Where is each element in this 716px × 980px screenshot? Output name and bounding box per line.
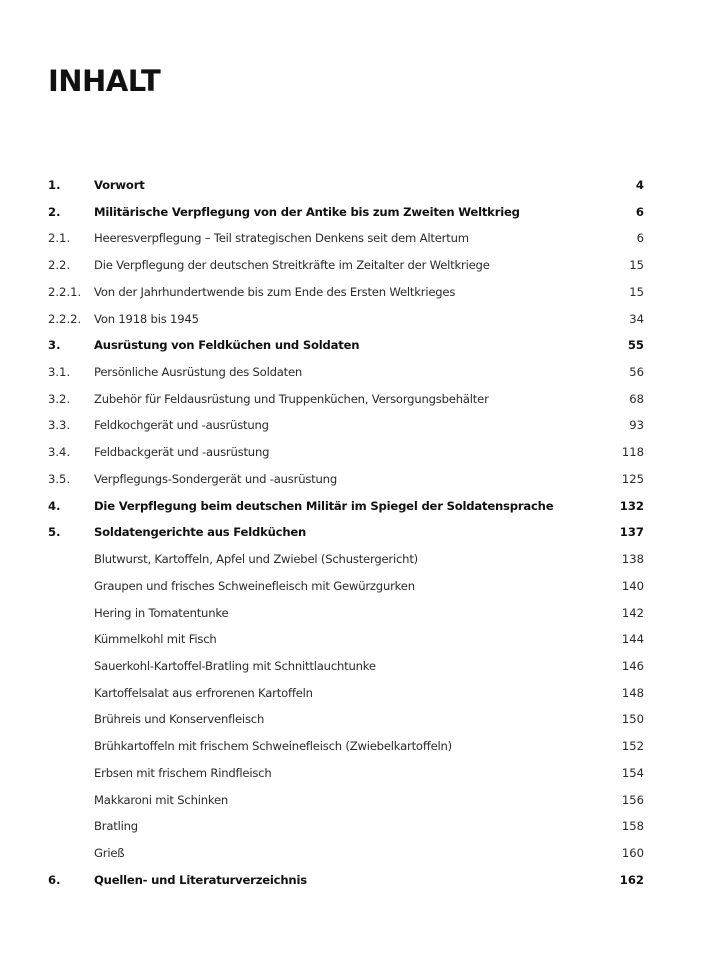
section-number: 2. bbox=[48, 204, 61, 219]
page-number: 162 bbox=[619, 872, 644, 887]
page-number: 142 bbox=[621, 605, 644, 620]
page-number: 93 bbox=[629, 418, 644, 433]
toc-entry[interactable] bbox=[48, 764, 644, 791]
toc-entry[interactable] bbox=[48, 657, 644, 684]
page-number: 150 bbox=[621, 712, 644, 727]
section-title: Von 1918 bis 1945 bbox=[94, 311, 199, 326]
section-number: 3.2. bbox=[48, 391, 71, 406]
section-title: Blutwurst, Kartoffeln, Apfel und Zwiebel (Schustergericht) bbox=[94, 552, 419, 567]
section-title: Grieß bbox=[94, 845, 125, 860]
toc-entry[interactable] bbox=[48, 791, 644, 818]
toc-entry[interactable] bbox=[48, 470, 644, 497]
page-number: 160 bbox=[621, 845, 644, 860]
page-number: 152 bbox=[621, 739, 644, 754]
toc-entry[interactable] bbox=[48, 604, 644, 631]
section-title: Kümmelkohl mit Fisch bbox=[94, 632, 217, 647]
section-title: Militärische Verpflegung von der Antike bis zum Zweiten Weltkrieg bbox=[94, 204, 520, 219]
toc-entry[interactable] bbox=[48, 390, 644, 417]
page-number: 140 bbox=[621, 578, 644, 593]
toc-entry[interactable] bbox=[48, 550, 644, 577]
section-title: Bratling bbox=[94, 819, 138, 834]
page-number: 4 bbox=[635, 178, 644, 192]
section-number: 6. bbox=[48, 872, 61, 887]
section-title: Soldatengerichte aus Feldküchen bbox=[94, 525, 307, 540]
toc-entry[interactable] bbox=[48, 577, 644, 604]
toc-entry[interactable] bbox=[48, 363, 644, 390]
page-number: 15 bbox=[629, 258, 644, 273]
section-title: Persönliche Ausrüstung des Soldaten bbox=[94, 365, 303, 380]
page-number: 144 bbox=[621, 632, 644, 647]
toc-entry[interactable] bbox=[48, 203, 644, 230]
section-title: Quellen- und Literaturverzeichnis bbox=[94, 872, 307, 887]
toc-entry[interactable] bbox=[48, 871, 644, 898]
section-title: Die Verpflegung beim deutschen Militär im Spiegel der Soldatensprache bbox=[94, 498, 554, 513]
toc-entry[interactable] bbox=[48, 310, 644, 337]
page-number: 132 bbox=[619, 498, 644, 513]
section-title: Ausrüstung von Feldküchen und Soldaten bbox=[94, 338, 360, 353]
page-number: 34 bbox=[629, 311, 644, 326]
section-title: Zubehör für Feldausrüstung und Truppenküchen, Versorgungsbehälter bbox=[94, 391, 489, 406]
section-number: 5. bbox=[48, 525, 61, 540]
page-number: 156 bbox=[621, 792, 644, 807]
toc-entry[interactable] bbox=[48, 283, 644, 310]
toc-entry[interactable] bbox=[48, 176, 644, 203]
page-number: 56 bbox=[629, 365, 644, 380]
section-number: 2.2.1. bbox=[48, 284, 82, 299]
toc-entry[interactable] bbox=[48, 229, 644, 256]
section-title: Kartoffelsalat aus erfrorenen Kartoffeln bbox=[94, 685, 313, 700]
section-title: Erbsen mit frischem Rindfleisch bbox=[94, 765, 272, 780]
section-title: Vorwort bbox=[94, 178, 145, 192]
toc-entry[interactable] bbox=[48, 443, 644, 470]
section-number: 3.4. bbox=[48, 445, 71, 460]
section-number: 2.2. bbox=[48, 258, 71, 273]
toc-entry[interactable] bbox=[48, 416, 644, 443]
section-title: Von der Jahrhundertwende bis zum Ende des Ersten Weltkrieges bbox=[94, 284, 456, 299]
page-number: 148 bbox=[621, 685, 644, 700]
toc-entry[interactable] bbox=[48, 710, 644, 737]
toc-entry[interactable] bbox=[48, 844, 644, 871]
toc-entry[interactable] bbox=[48, 737, 644, 764]
section-number: 1. bbox=[48, 178, 61, 192]
toc-entry[interactable] bbox=[48, 684, 644, 711]
section-title: Verpflegungs-Sondergerät und -ausrüstung bbox=[94, 471, 337, 486]
page-number: 6 bbox=[636, 231, 644, 246]
section-title: Hering in Tomatentunke bbox=[94, 605, 229, 620]
section-title: Graupen und frisches Schweinefleisch mit Gewürzgurken bbox=[94, 578, 415, 593]
toc-entry[interactable] bbox=[48, 817, 644, 844]
section-number: 2.1. bbox=[48, 231, 71, 246]
section-title: Feldkochgerät und -ausrüstung bbox=[94, 418, 269, 433]
section-number: 3.1. bbox=[48, 365, 71, 380]
page-number: 15 bbox=[629, 284, 644, 299]
section-number: 4. bbox=[48, 498, 61, 513]
toc-entry[interactable] bbox=[48, 336, 644, 363]
section-title: Brühreis und Konservenfleisch bbox=[94, 712, 265, 727]
section-title: Feldbackgerät und -ausrüstung bbox=[94, 445, 270, 460]
page-number: 146 bbox=[621, 658, 644, 673]
section-number: 3.3. bbox=[48, 418, 71, 433]
section-number: 2.2.2. bbox=[48, 311, 82, 326]
section-number: 3. bbox=[48, 338, 61, 353]
section-title: Sauerkohl-Kartoffel-Bratling mit Schnittlauchtunke bbox=[94, 658, 376, 673]
page-number: 154 bbox=[621, 765, 644, 780]
page-number: 118 bbox=[621, 445, 644, 460]
page-number: 158 bbox=[621, 819, 644, 834]
page-number: 55 bbox=[627, 338, 644, 353]
section-number: 3.5. bbox=[48, 471, 71, 486]
page-number: 6 bbox=[635, 204, 644, 219]
section-title: Brühkartoffeln mit frischem Schweinefleisch (Zwiebelkartoffeln) bbox=[94, 739, 453, 754]
table-of-contents bbox=[48, 176, 644, 897]
toc-entry[interactable] bbox=[48, 497, 644, 524]
page-number: 138 bbox=[621, 552, 644, 567]
toc-entry[interactable] bbox=[48, 630, 644, 657]
toc-entry[interactable] bbox=[48, 523, 644, 550]
page-number: 137 bbox=[619, 525, 644, 540]
toc-entry[interactable] bbox=[48, 256, 644, 283]
page-number: 125 bbox=[621, 471, 644, 486]
page-title: INHALT bbox=[48, 64, 161, 98]
section-title: Heeresverpflegung – Teil strategischen Denkens seit dem Altertum bbox=[94, 231, 469, 246]
section-title: Makkaroni mit Schinken bbox=[94, 792, 229, 807]
page-number: 68 bbox=[629, 391, 644, 406]
section-title: Die Verpflegung der deutschen Streitkräfte im Zeitalter der Weltkriege bbox=[94, 258, 490, 273]
